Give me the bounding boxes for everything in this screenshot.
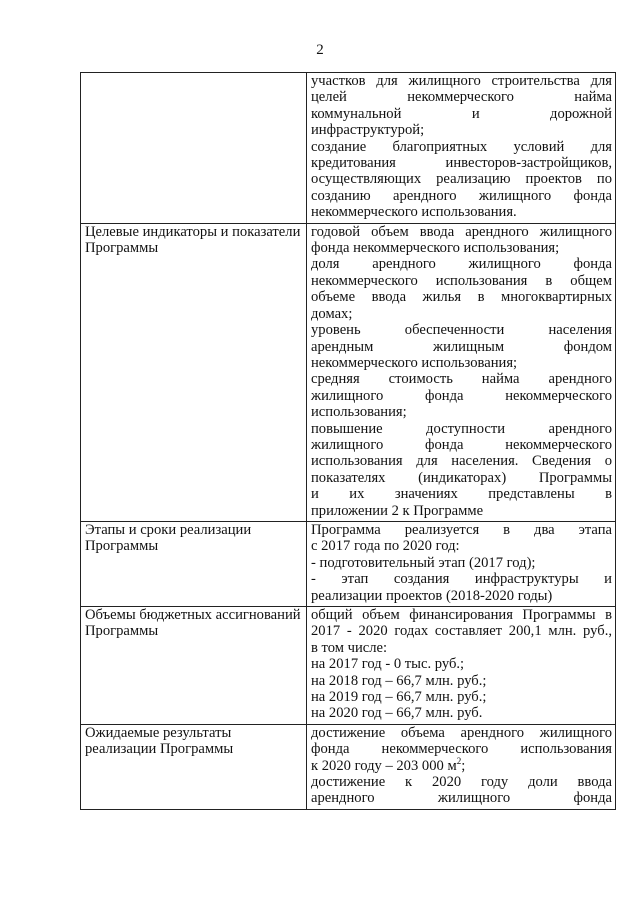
row-label: Этапы и сроки реализации Программы bbox=[81, 521, 307, 606]
content-line: - подготовительный этап (2017 год); bbox=[311, 554, 536, 571]
content-line: достижение объема арендного жилищного bbox=[311, 724, 612, 741]
content-line: созданию арендного жилищного фонда bbox=[311, 187, 612, 204]
content-line: на 2017 год - 0 тыс. руб.; bbox=[311, 656, 465, 673]
content-line: средняя стоимость найма арендного bbox=[311, 371, 612, 388]
table-row bbox=[81, 223, 616, 521]
row-label: Ожидаемые результаты реализации Программы bbox=[81, 724, 307, 809]
content-line: домах; bbox=[311, 305, 353, 322]
content-line: достижение к 2020 году доли ввода bbox=[311, 774, 612, 791]
content-line: показателях (индикаторах) Программы bbox=[311, 469, 612, 486]
content-line: коммунальной и дорожной bbox=[311, 105, 612, 122]
content-line: инфраструктурой; bbox=[311, 122, 425, 139]
program-passport-table bbox=[80, 72, 616, 810]
content-line: с 2017 года по 2020 год: bbox=[311, 538, 460, 555]
row-content bbox=[307, 607, 616, 725]
content-line: реализации проектов (2018-2020 годы) bbox=[311, 587, 553, 604]
table-row bbox=[81, 607, 616, 725]
content-line: жилищного фонда некоммерческого bbox=[311, 387, 612, 404]
content-line: создание благоприятных условий для bbox=[311, 138, 612, 155]
content-line: объеме ввода жилья в многоквартирных bbox=[311, 289, 612, 306]
content-line: Программа реализуется в два этапа bbox=[311, 521, 612, 538]
content-line: использования для населения. Сведения о bbox=[311, 453, 612, 470]
row-content bbox=[307, 724, 616, 809]
content-line: - этап создания инфраструктуры и bbox=[311, 571, 612, 588]
content-line: 2017 - 2020 годах составляет 200,1 млн. руб., bbox=[311, 623, 612, 640]
content-line: фонда некоммерческого использования bbox=[311, 741, 612, 758]
content-line: осуществляющих реализацию проектов по bbox=[311, 171, 612, 188]
content-line: на 2019 год – 66,7 млн. руб.; bbox=[311, 689, 487, 706]
passport-table-body bbox=[81, 73, 616, 810]
content-line: уровень обеспеченности населения bbox=[311, 322, 612, 339]
table-row bbox=[81, 73, 616, 224]
content-line: общий объем финансирования Программы в bbox=[311, 607, 612, 623]
content-line: на 2020 год – 66,7 млн. руб. bbox=[311, 705, 483, 722]
content-line: доля арендного жилищного фонда bbox=[311, 256, 612, 273]
content-line: целей некоммерческого найма bbox=[311, 89, 612, 106]
content-line: участков для жилищного строительства для bbox=[311, 73, 612, 89]
content-line: фонда некоммерческого использования; bbox=[311, 240, 560, 257]
row-label bbox=[81, 73, 307, 224]
row-label: Целевые индикаторы и показатели Программы bbox=[81, 223, 307, 521]
table-row bbox=[81, 521, 616, 606]
content-line: кредитования инвесторов-застройщиков, bbox=[311, 155, 612, 172]
row-content bbox=[307, 223, 616, 521]
content-line: в том числе: bbox=[311, 639, 388, 656]
content-line: и их значениях представлены в bbox=[311, 486, 612, 503]
superscript: 2 bbox=[456, 755, 462, 766]
content-line: приложении 2 к Программе bbox=[311, 502, 484, 519]
content-line: некоммерческого использования; bbox=[311, 354, 518, 371]
content-line: повышение доступности арендного bbox=[311, 420, 612, 437]
content-line: к 2020 году – 203 000 $м^2$; bbox=[311, 755, 466, 774]
table-row bbox=[81, 724, 616, 809]
content-line: некоммерческого использования в общем bbox=[311, 272, 612, 289]
content-line: некоммерческого использования. bbox=[311, 204, 517, 221]
page-number: 2 bbox=[316, 42, 324, 58]
row-content bbox=[307, 521, 616, 606]
row-label: Объемы бюджетных ассигнований Программы bbox=[81, 607, 307, 725]
content-line: жилищного фонда некоммерческого bbox=[311, 436, 612, 453]
row-content bbox=[307, 73, 616, 224]
content-line: на 2018 год – 66,7 млн. руб.; bbox=[311, 672, 487, 689]
content-line: арендного жилищного фонда bbox=[311, 790, 612, 807]
content-line: арендным жилищным фондом bbox=[311, 338, 612, 355]
content-line: использования; bbox=[311, 404, 407, 421]
content-line: годовой объем ввода арендного жилищного bbox=[311, 223, 612, 240]
